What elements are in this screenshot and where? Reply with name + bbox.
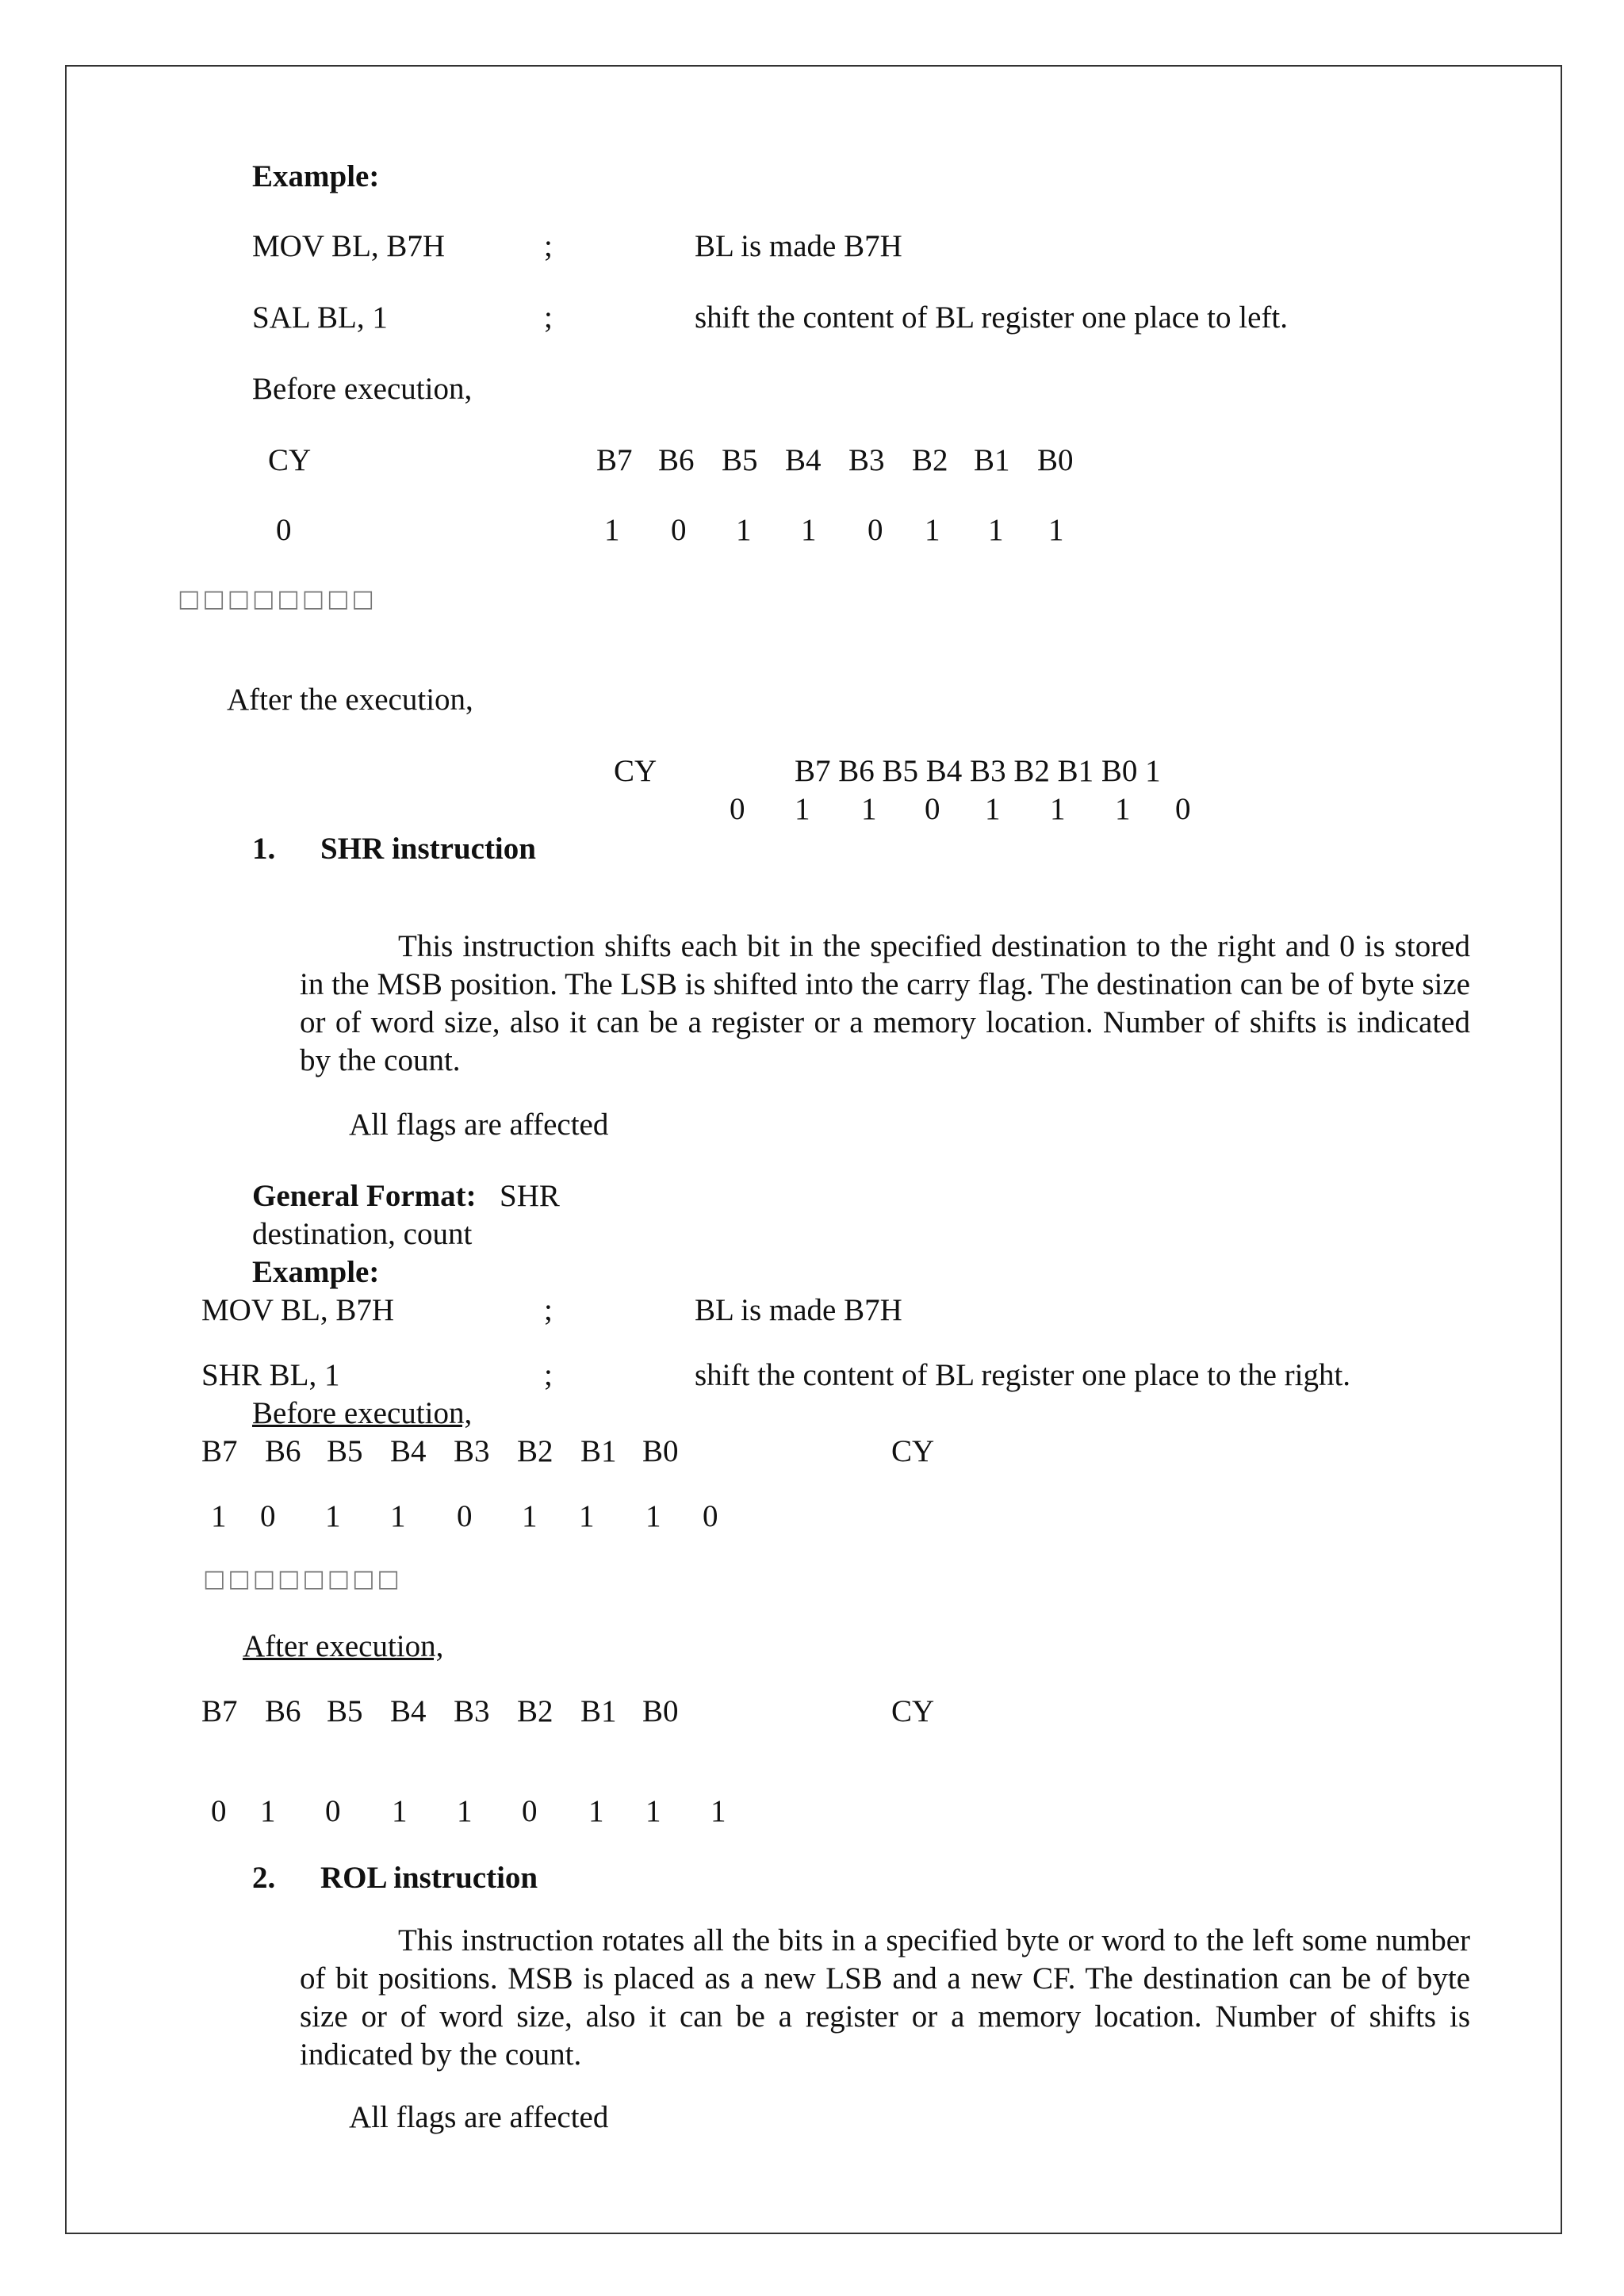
general-format-value: SHR <box>500 1179 560 1213</box>
cy-header: CY <box>268 443 312 477</box>
bit-value: 0 <box>868 513 883 547</box>
bit-value: 1 <box>645 1794 661 1828</box>
bit-header: B1 <box>580 1694 617 1728</box>
bit-header: B5 <box>722 443 758 477</box>
code-comment: BL is made B7H <box>695 229 902 263</box>
bit-value: 1 <box>522 1499 538 1533</box>
code-comment: shift the content of BL register one place to the right. <box>695 1358 1351 1392</box>
description-text: This instruction rotates all the bits in a specified byte or word to the left some number of bit positions. MSB is placed as a new LSB and a new CF. The destination can be of byte size or of word size, also it can be a register or a memory location. Number of shifts is indicated by the count. <box>300 1923 1470 2072</box>
bit-header: B1 <box>580 1434 617 1468</box>
code-line: MOV BL, B7H <box>252 229 446 263</box>
bit-value: 1 <box>211 1499 227 1533</box>
example-heading: Example: <box>252 1255 380 1289</box>
code-separator: ; <box>544 300 553 335</box>
bit-header: B0 <box>642 1694 679 1728</box>
bit-header: B6 <box>265 1694 301 1728</box>
section-number: 1. <box>252 832 276 866</box>
bit-value: 1 <box>392 1794 408 1828</box>
after-value: 1 <box>985 792 1001 826</box>
cy-value: 0 <box>703 1499 718 1533</box>
description-text: This instruction shifts each bit in the specified destination to the right and 0 is stored in the MSB position. The LSB is shifted into the carry flag. The destination can be of byte size or of word size, also it can be a register or a memory location. Number of shifts is indicated by the count. <box>300 929 1470 1077</box>
bit-header: B7 <box>596 443 633 477</box>
bit-header: B5 <box>327 1434 363 1468</box>
code-separator: ; <box>544 229 553 263</box>
section-title: ROL instruction <box>320 1861 538 1895</box>
bit-value: 0 <box>325 1794 341 1828</box>
cy-header: CY <box>614 754 657 788</box>
general-format-value-cont: destination, count <box>252 1217 473 1251</box>
bit-header: B6 <box>658 443 695 477</box>
bit-value: 0 <box>211 1794 227 1828</box>
bit-value: 1 <box>801 513 817 547</box>
cy-value: 0 <box>276 513 292 547</box>
bit-value: 1 <box>988 513 1004 547</box>
code-line: SAL BL, 1 <box>252 300 388 335</box>
before-execution-label: Before execution, <box>252 1396 473 1430</box>
bit-header: B1 <box>974 443 1010 477</box>
section-description <box>300 1922 1470 2074</box>
bit-value: 1 <box>588 1794 604 1828</box>
bit-header: B2 <box>517 1434 553 1468</box>
bit-value: 1 <box>260 1794 276 1828</box>
after-value: 1 <box>1050 792 1066 826</box>
bit-value: 1 <box>325 1499 341 1533</box>
before-execution-label: Before execution, <box>252 372 473 406</box>
bit-value: 1 <box>925 513 940 547</box>
placeholder-glyphs: □□□□□□□□ <box>178 585 377 613</box>
cy-header: CY <box>891 1434 935 1468</box>
after-value: 1 <box>1115 792 1131 826</box>
code-separator: ; <box>544 1293 553 1327</box>
after-execution-label: After execution, <box>243 1629 444 1663</box>
code-line: MOV BL, B7H <box>201 1293 395 1327</box>
bit-header: B2 <box>912 443 948 477</box>
after-execution-label: After the execution, <box>227 683 473 717</box>
after-value: 0 <box>1175 792 1191 826</box>
flags-note: All flags are affected <box>349 2100 609 2134</box>
cy-header: CY <box>891 1694 935 1728</box>
code-comment: BL is made B7H <box>695 1293 902 1327</box>
bit-header: B4 <box>390 1434 427 1468</box>
code-line: SHR BL, 1 <box>201 1358 340 1392</box>
bit-value: 1 <box>736 513 752 547</box>
after-value: 0 <box>925 792 940 826</box>
after-value: 0 <box>730 792 745 826</box>
after-value: 1 <box>861 792 877 826</box>
code-separator: ; <box>544 1358 553 1392</box>
bit-header: B6 <box>265 1434 301 1468</box>
general-format-label: General Format: <box>252 1179 477 1213</box>
bit-header: B4 <box>785 443 822 477</box>
bit-value: 0 <box>671 513 687 547</box>
bit-value: 1 <box>604 513 620 547</box>
flags-note: All flags are affected <box>349 1108 609 1142</box>
bit-value: 1 <box>1048 513 1064 547</box>
cy-value: 1 <box>710 1794 726 1828</box>
bit-header: B7 <box>201 1694 238 1728</box>
placeholder-glyphs: □□□□□□□□ <box>203 1565 402 1593</box>
bit-header: B3 <box>454 1694 490 1728</box>
bit-header: B3 <box>848 443 885 477</box>
bit-value: 0 <box>522 1794 538 1828</box>
bit-value: 1 <box>579 1499 595 1533</box>
bit-header: B4 <box>390 1694 427 1728</box>
example-heading: Example: <box>252 159 380 193</box>
bits-header-line: B7 B6 B5 B4 B3 B2 B1 B0 1 <box>795 754 1161 788</box>
section-title: SHR instruction <box>320 832 536 866</box>
bit-value: 0 <box>260 1499 276 1533</box>
bit-value: 1 <box>645 1499 661 1533</box>
bit-header: B2 <box>517 1694 553 1728</box>
section-description <box>300 928 1470 1080</box>
bit-value: 1 <box>457 1794 473 1828</box>
bit-header: B0 <box>642 1434 679 1468</box>
bit-header: B0 <box>1037 443 1074 477</box>
bit-header: B7 <box>201 1434 238 1468</box>
bit-header: B5 <box>327 1694 363 1728</box>
bit-value: 1 <box>390 1499 406 1533</box>
code-comment: shift the content of BL register one place to left. <box>695 300 1288 335</box>
bit-value: 0 <box>457 1499 473 1533</box>
bit-header: B3 <box>454 1434 490 1468</box>
after-value: 1 <box>795 792 810 826</box>
section-number: 2. <box>252 1861 276 1895</box>
